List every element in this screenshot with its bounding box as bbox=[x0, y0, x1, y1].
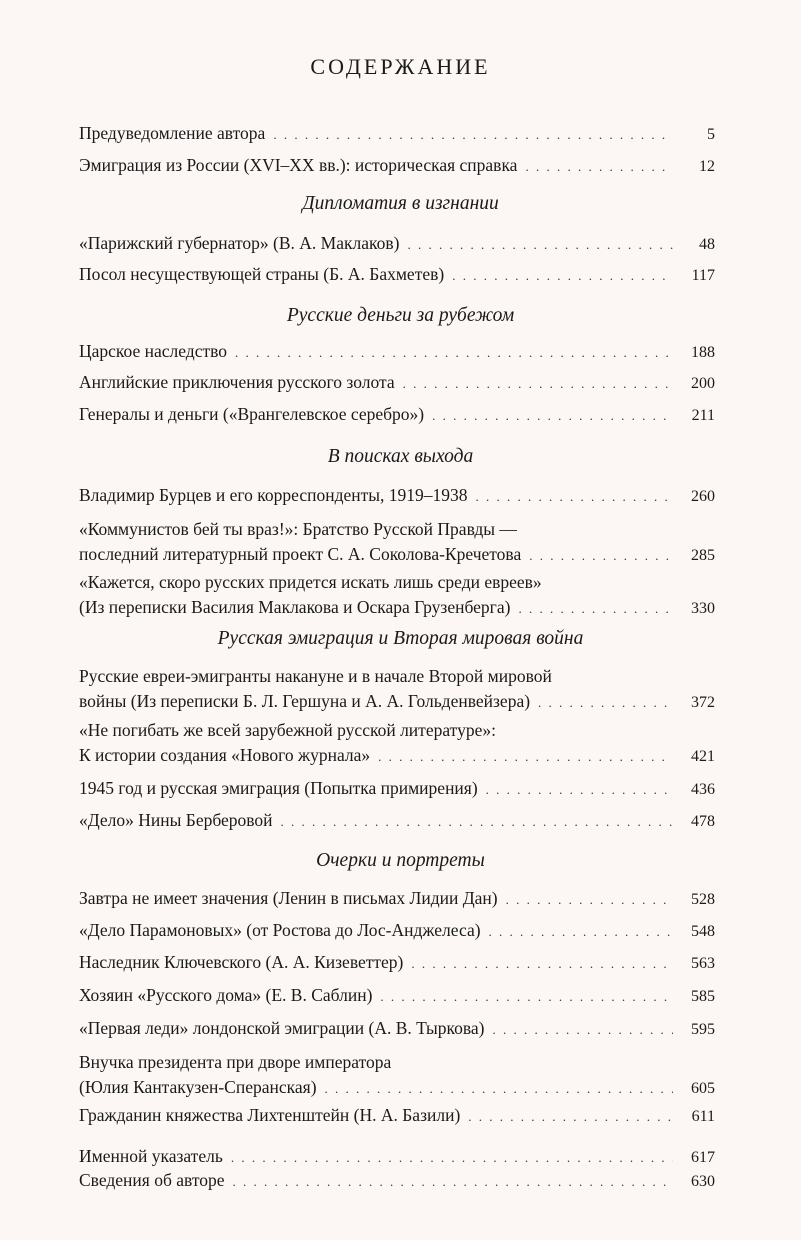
toc-page-number: 285 bbox=[691, 547, 715, 564]
toc-entry-title-line: Внучка президента при дворе императора bbox=[79, 1052, 392, 1072]
toc-entry[interactable] bbox=[79, 918, 715, 944]
toc-entry[interactable] bbox=[79, 1103, 715, 1129]
toc-entry-title: Английские приключения русского золота bbox=[79, 372, 395, 392]
toc-entry[interactable] bbox=[79, 983, 715, 1009]
toc-entry[interactable] bbox=[79, 718, 715, 769]
section-heading: Русские деньги за рубежом bbox=[286, 305, 515, 326]
section-heading: Дипломатия в изгнании bbox=[302, 193, 499, 214]
toc-page-number: 611 bbox=[691, 1108, 715, 1125]
dot-leader bbox=[325, 1076, 673, 1101]
toc-entry-title: «Первая леди» лондонской эмиграции (А. В. Тыркова) bbox=[79, 1018, 485, 1038]
toc-page-number: 436 bbox=[691, 781, 715, 798]
toc-entry-title: К истории создания «Нового журнала» bbox=[79, 745, 371, 765]
dot-leader bbox=[518, 596, 673, 621]
toc-entry[interactable] bbox=[79, 121, 715, 147]
dot-leader bbox=[380, 984, 673, 1009]
toc-entry-title: Гражданин княжества Лихтенштейн (Н. А. Базили) bbox=[79, 1105, 461, 1125]
toc-page-number: 12 bbox=[699, 158, 715, 175]
toc-entry-title-line: Русские евреи-эмигранты накануне и в начале Второй мировой bbox=[79, 666, 552, 686]
dot-leader bbox=[403, 371, 673, 396]
toc-entry[interactable] bbox=[79, 950, 715, 976]
toc-entry-title: Наследник Ключевского (А. А. Кизеветтер) bbox=[79, 952, 404, 972]
dot-leader bbox=[452, 263, 673, 288]
dot-leader bbox=[476, 484, 673, 509]
dot-leader bbox=[407, 232, 673, 257]
toc-page-number: 595 bbox=[691, 1021, 715, 1038]
toc-entry-title: Сведения об авторе bbox=[79, 1170, 225, 1190]
dot-leader bbox=[468, 1104, 673, 1129]
toc-entry[interactable] bbox=[79, 262, 715, 288]
dot-leader bbox=[235, 340, 673, 365]
toc-page-number: 605 bbox=[691, 1080, 715, 1097]
toc-entry[interactable] bbox=[79, 570, 715, 621]
toc-entry[interactable] bbox=[79, 776, 715, 802]
toc-page-number: 548 bbox=[691, 923, 715, 940]
dot-leader bbox=[231, 1145, 673, 1170]
toc-page-number: 188 bbox=[691, 344, 715, 361]
toc-page-number: 260 bbox=[691, 488, 715, 505]
dot-leader bbox=[506, 887, 673, 912]
toc-entry-title: (Из переписки Василия Маклакова и Оскара Грузенберга) bbox=[79, 597, 511, 617]
toc-page-number: 585 bbox=[691, 988, 715, 1005]
dot-leader bbox=[492, 1017, 673, 1042]
section-heading: В поисках выхода bbox=[327, 446, 474, 467]
dot-leader bbox=[486, 777, 673, 802]
dot-leader bbox=[489, 919, 673, 944]
toc-page-number: 372 bbox=[691, 694, 715, 711]
toc-entry-title: (Юлия Кантакузен-Сперанская) bbox=[79, 1077, 317, 1097]
toc-entry[interactable] bbox=[79, 231, 715, 257]
dot-leader bbox=[432, 403, 673, 428]
toc-entry[interactable] bbox=[79, 483, 715, 509]
page-title: СОДЕРЖАНИЕ bbox=[310, 54, 491, 79]
toc-entry-title: Предуведомление автора bbox=[79, 123, 266, 143]
toc-entry[interactable] bbox=[79, 153, 715, 179]
toc-entry[interactable] bbox=[79, 664, 715, 715]
dot-leader bbox=[273, 122, 673, 147]
toc-entry[interactable] bbox=[79, 339, 715, 365]
toc-page-number: 117 bbox=[691, 267, 715, 284]
toc-page-number: 630 bbox=[691, 1173, 715, 1190]
dot-leader bbox=[529, 543, 673, 568]
toc-page-number: 200 bbox=[691, 375, 715, 392]
toc-entry-title: «Дело» Нины Берберовой bbox=[79, 810, 273, 830]
toc-entry[interactable] bbox=[79, 1144, 715, 1170]
dot-leader bbox=[378, 744, 673, 769]
toc-entry[interactable] bbox=[79, 370, 715, 396]
toc-entry[interactable] bbox=[79, 402, 715, 428]
toc-entry-title: «Парижский губернатор» (В. А. Маклаков) bbox=[79, 233, 400, 253]
toc-entry[interactable] bbox=[79, 517, 715, 568]
toc-entry[interactable] bbox=[79, 886, 715, 912]
toc-entry-title: Посол несуществующей страны (Б. А. Бахметев) bbox=[79, 264, 445, 284]
toc-page-number: 563 bbox=[691, 955, 715, 972]
toc-entry[interactable] bbox=[79, 1050, 715, 1101]
section-heading: Очерки и портреты bbox=[316, 850, 485, 871]
toc-entry-title: 1945 год и русская эмиграция (Попытка примирения) bbox=[79, 778, 478, 798]
toc-entry-title: Эмиграция из России (XVI–XX вв.): историческая справка bbox=[79, 155, 518, 175]
toc-entry-title: Завтра не имеет значения (Ленин в письмах Лидии Дан) bbox=[79, 888, 498, 908]
toc-page-number: 528 bbox=[691, 891, 715, 908]
dot-leader bbox=[281, 809, 673, 834]
toc-entry-title-line: «Кажется, скоро русских придется искать лишь среди евреев» bbox=[79, 572, 542, 592]
dot-leader bbox=[411, 951, 673, 976]
toc-page-number: 48 bbox=[699, 236, 715, 253]
toc-entry[interactable] bbox=[79, 1168, 715, 1194]
toc-entry-title: Именной указатель bbox=[79, 1146, 223, 1166]
toc-page-number: 330 bbox=[691, 600, 715, 617]
dot-leader bbox=[233, 1169, 673, 1194]
toc-entry-title-line: «Коммунистов бей ты враз!»: Братство Русской Правды — bbox=[79, 519, 517, 539]
toc-entry-title: Владимир Бурцев и его корреспонденты, 1919–1938 bbox=[79, 485, 468, 505]
toc-page-number: 478 bbox=[691, 813, 715, 830]
dot-leader bbox=[538, 690, 673, 715]
toc-entry-title-line: «Не погибать же всей зарубежной русской литературе»: bbox=[79, 720, 496, 740]
toc-entry-title: Хозяин «Русского дома» (Е. В. Саблин) bbox=[79, 985, 373, 1005]
toc-entry-title: последний литературный проект С. А. Соколова-Кречетова bbox=[79, 544, 522, 564]
toc-entry-title: Царское наследство bbox=[79, 341, 228, 361]
section-heading: Русская эмиграция и Вторая мировая война bbox=[217, 628, 584, 649]
toc-entry-title: Генералы и деньги («Врангелевское серебро») bbox=[79, 404, 425, 424]
toc-page-number: 5 bbox=[707, 126, 715, 143]
toc-entry-title: «Дело Парамоновых» (от Ростова до Лос-Анджелеса) bbox=[79, 920, 481, 940]
toc-page-number: 617 bbox=[691, 1149, 715, 1166]
toc-entry[interactable] bbox=[79, 808, 715, 834]
toc-page-number: 211 bbox=[691, 407, 715, 424]
toc-entry-title: войны (Из переписки Б. Л. Гершуна и А. А. Гольденвейзера) bbox=[79, 691, 531, 711]
dot-leader bbox=[525, 154, 673, 179]
toc-page-number: 421 bbox=[691, 748, 715, 765]
toc-entry[interactable] bbox=[79, 1016, 715, 1042]
